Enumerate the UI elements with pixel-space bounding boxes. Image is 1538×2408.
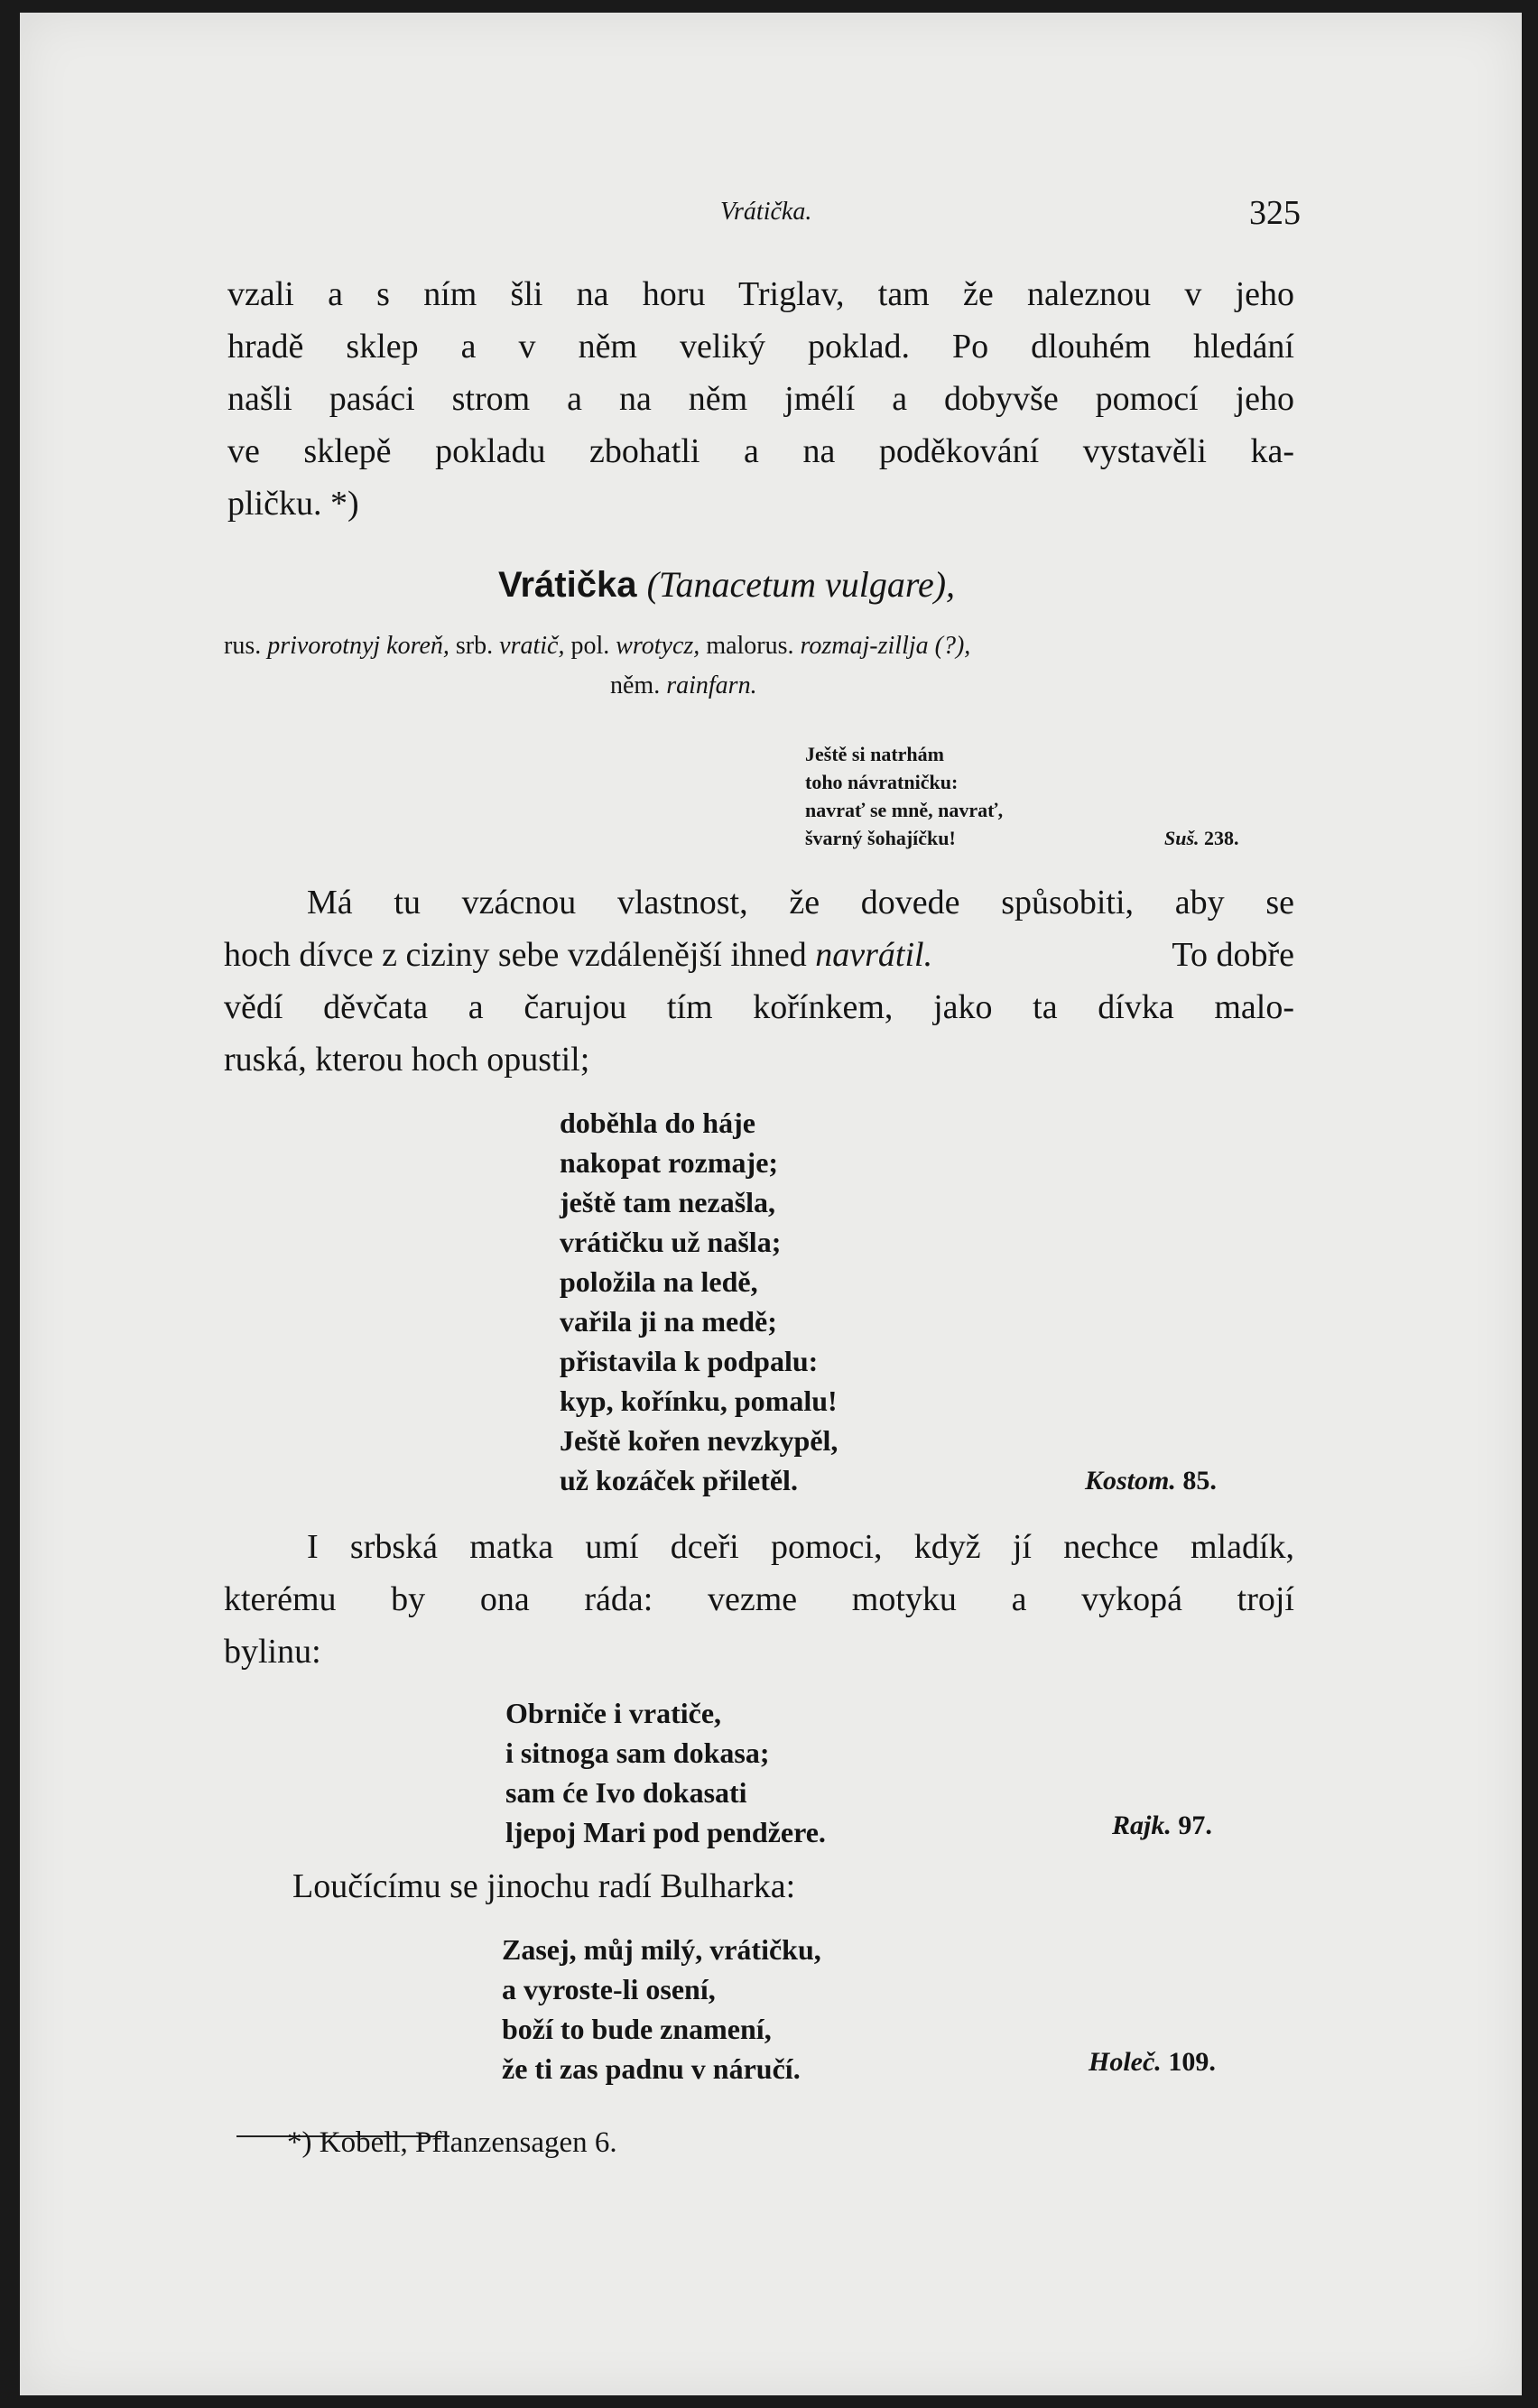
verse-line: přistavila k podpalu: — [560, 1345, 819, 1377]
citation-number: 109. — [1168, 2047, 1216, 2077]
verse-block — [505, 1693, 826, 1852]
names-line-2 — [610, 671, 757, 700]
footnote: *) Kobell, Pflanzensagen 6. — [287, 2126, 617, 2159]
lang-label: rus. — [224, 632, 262, 660]
lang-label: pol. — [570, 632, 610, 660]
verse-citation — [1085, 1466, 1217, 1496]
citation-number: 97. — [1178, 1811, 1212, 1840]
verse-block — [560, 1103, 838, 1500]
epigraph-line: toho návratničku: — [805, 771, 959, 793]
book-page — [20, 13, 1522, 2395]
body-text: To dobře — [1172, 936, 1294, 974]
body-line: vzali a s ním šli na horu Triglav, tam že naleznou v jeho — [227, 275, 1294, 313]
body-line: pličku. *) — [227, 485, 359, 523]
page-number: 325 — [1249, 194, 1301, 232]
body-line: hradě sklep a v něm veliký poklad. Po dlouhém hledání — [227, 328, 1294, 366]
verse-line: doběhla do háje — [560, 1107, 755, 1139]
verse-line: sam će Ivo dokasati — [505, 1776, 747, 1809]
latin-name: (Tanacetum vulgare), — [646, 564, 956, 605]
section-heading — [498, 563, 955, 606]
verse-block — [502, 1930, 821, 2088]
verse-line: ljepoj Mari pod pendžere. — [505, 1816, 826, 1848]
lang-label: něm. — [610, 671, 661, 699]
verse-line: i sitnoga sam dokasa; — [505, 1737, 770, 1769]
body-text: hoch dívce z ciziny sebe vzdálenější ihned — [224, 936, 807, 974]
citation-source: Rajk. — [1112, 1811, 1172, 1840]
epigraph-line: Ještě si natrhám — [805, 743, 944, 765]
epigraph — [805, 740, 1003, 852]
verse-line: vařila ji na medě; — [560, 1305, 777, 1338]
verse-line: Zasej, můj milý, vrátičku, — [502, 1933, 821, 1966]
lang-label: malorus. — [706, 632, 794, 660]
body-line: bylinu: — [224, 1633, 321, 1671]
plant-name: rainfarn. — [666, 671, 757, 699]
verse-citation — [1112, 1811, 1212, 1841]
body-line: Loučícímu se jinochu radí Bulharka: — [292, 1867, 796, 1905]
verse-line: vrátičku už našla; — [560, 1226, 782, 1258]
plant-name: vratič, — [499, 632, 565, 660]
verse-line: a vyroste-li osení, — [502, 1973, 716, 2005]
body-line: kterému by ona ráda: vezme motyku a vykopá trojí — [224, 1580, 1294, 1618]
section-title: Vrátička — [498, 565, 637, 605]
verse-line: boží to bude znamení, — [502, 2013, 772, 2045]
plant-name: wrotycz, — [616, 632, 700, 660]
verse-line: už kozáček přiletěl. — [560, 1464, 798, 1496]
running-title: Vrátička. — [720, 198, 812, 226]
body-line — [224, 935, 1294, 975]
epigraph-line: navrať se mně, navrať, — [805, 799, 1004, 821]
verse-line: Obrniče i vratiče, — [505, 1697, 722, 1729]
epigraph-line: švarný šohajíčku! — [805, 827, 956, 849]
verse-line: že ti zas padnu v náručí. — [502, 2052, 801, 2085]
body-line: Má tu vzácnou vlastnost, že dovede spůsobiti, aby se — [307, 884, 1294, 922]
lang-label: srb. — [455, 632, 494, 660]
verse-line: položila na ledě, — [560, 1265, 758, 1298]
citation-source: Holeč. — [1089, 2047, 1162, 2077]
body-line: našli pasáci strom a na něm jmélí a dobyvše pomocí jeho — [227, 380, 1294, 418]
emphasis: navrátil. — [815, 936, 933, 974]
plant-name: privorotnyj koreň, — [267, 632, 449, 660]
citation-source: Suš. — [1164, 827, 1200, 849]
citation-number: 85. — [1182, 1466, 1217, 1496]
verse-citation — [1089, 2047, 1216, 2078]
body-line: vědí děvčata a čarujou tím kořínkem, jako ta dívka malo- — [224, 988, 1294, 1026]
verse-line: kyp, kořínku, pomalu! — [560, 1385, 838, 1417]
plant-name: rozmaj-zillja (?), — [800, 632, 971, 660]
verse-line: Ještě kořen nevzkypěl, — [560, 1424, 838, 1457]
body-line: ve sklepě pokladu zbohatli a na poděkování vystavěli ka- — [227, 432, 1294, 470]
body-line: ruská, kterou hoch opustil; — [224, 1041, 590, 1079]
names-line-1 — [224, 632, 970, 661]
epigraph-citation — [1164, 824, 1239, 852]
body-line: I srbská matka umí dceři pomoci, když jí nechce mladík, — [307, 1528, 1294, 1566]
citation-source: Kostom. — [1085, 1466, 1176, 1496]
verse-line: ještě tam nezašla, — [560, 1186, 776, 1218]
verse-line: nakopat rozmaje; — [560, 1146, 779, 1179]
citation-number: 238. — [1204, 827, 1239, 849]
